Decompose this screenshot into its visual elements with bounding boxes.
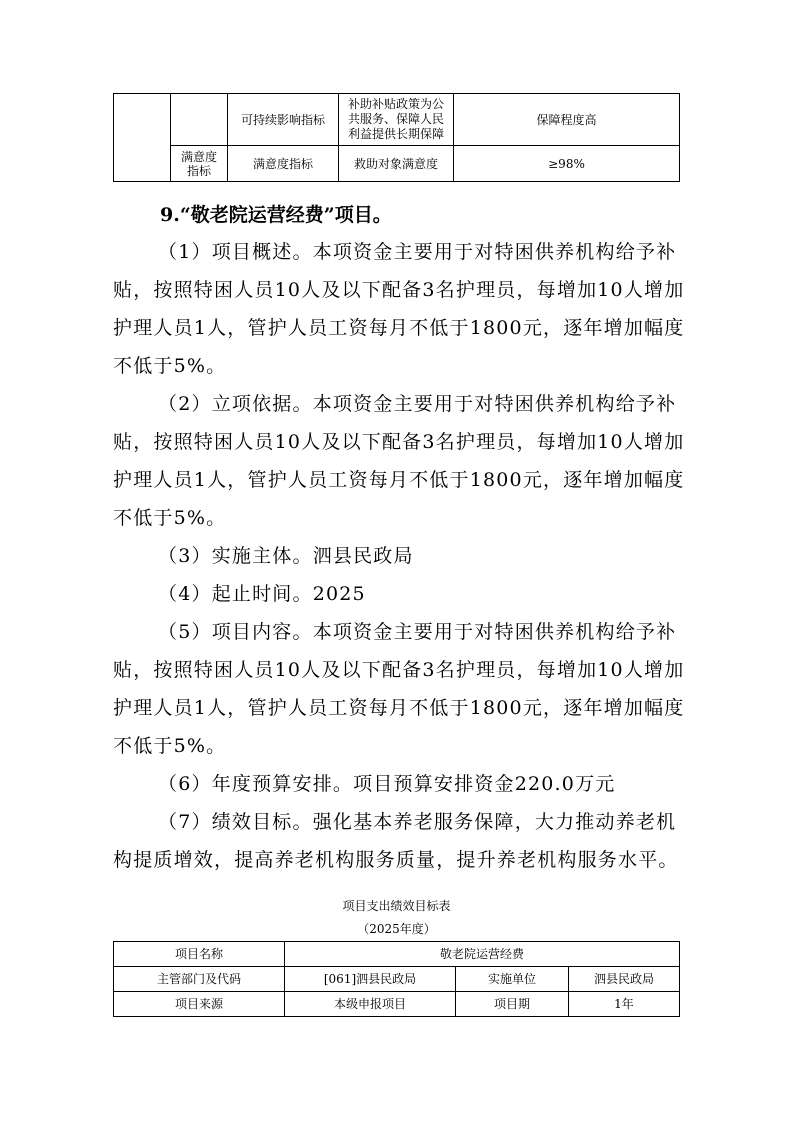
impl-label: 实施单位	[456, 967, 569, 992]
period-label: 项目期	[456, 992, 569, 1017]
indicator-category-cell	[171, 146, 228, 182]
dept-label: 主管部门及代码	[114, 967, 285, 992]
table-row	[114, 94, 680, 146]
indicator-content-line: 补助补贴政策为公	[347, 97, 444, 111]
project-name-label: 项目名称	[114, 942, 285, 967]
indicator-content-cell	[339, 94, 454, 146]
source-value: 本级申报项目	[285, 992, 456, 1017]
paragraph-content: （5）项目内容。本项资金主要用于对特困供养机构给予补贴，按照特困人员10人及以下配备3名护理员，每增加10人增加护理人员1人，管护人员工资每月不低于1800元，逐年增加幅度不低于5%。	[113, 621, 685, 757]
table-cell-empty	[171, 94, 228, 146]
indicator-content-cell: 救助对象满意度	[339, 146, 454, 182]
indicator-value-cell: 保障程度高	[454, 94, 680, 146]
table-row	[114, 942, 680, 967]
paragraph-period: （4）起止时间。2025	[158, 583, 366, 605]
indicator-content-line: 利益提供长期保障	[347, 127, 444, 141]
paragraph-implementer: （3）实施主体。泗县民政局	[158, 545, 414, 567]
impl-value: 泗县民政局	[569, 967, 680, 992]
performance-indicator-table-continued	[113, 93, 680, 182]
table-cell-empty	[114, 94, 171, 182]
indicator-name-cell: 可持续影响指标	[228, 94, 339, 146]
dept-value: [061]泗县民政局	[285, 967, 456, 992]
table-year: （2025年度）	[357, 922, 436, 936]
project-name-value: 敬老院运营经费	[285, 942, 680, 967]
indicator-name-cell: 满意度指标	[228, 146, 339, 182]
section-heading: 9.“敬老院运营经费”项目。	[160, 204, 392, 226]
indicator-category-line: 满意度	[180, 149, 217, 164]
table-row	[114, 967, 680, 992]
indicator-value-cell: ≥98%	[454, 146, 680, 182]
indicator-content-line: 共服务、保障人民	[347, 112, 444, 126]
period-value: 1年	[569, 992, 680, 1017]
table-row	[114, 992, 680, 1017]
table-row	[114, 146, 680, 182]
paragraph-budget: （6）年度预算安排。项目预算安排资金220.0万元	[158, 773, 616, 795]
paragraph-goal: （7）绩效目标。强化基本养老服务保障，大力推动养老机构提质增效，提高养老机构服务质量，提升养老机构服务水平。	[113, 811, 679, 871]
paragraph-basis: （2）立项依据。本项资金主要用于对特困供养机构给予补贴，按照特困人员10人及以下配备3名护理员，每增加10人增加护理人员1人，管护人员工资每月不低于1800元，逐年增加幅度不低于5%。	[113, 393, 685, 529]
project-goal-table	[113, 941, 680, 1017]
source-label: 项目来源	[114, 992, 285, 1017]
indicator-category-line: 指标	[186, 163, 211, 178]
paragraph-overview: （1）项目概述。本项资金主要用于对特困供养机构给予补贴，按照特困人员10人及以下配备3名护理员，每增加10人增加护理人员1人，管护人员工资每月不低于1800元，逐年增加幅度不低于5%。	[113, 241, 685, 377]
section-body	[113, 233, 685, 879]
table-title: 项目支出绩效目标表	[342, 899, 451, 913]
